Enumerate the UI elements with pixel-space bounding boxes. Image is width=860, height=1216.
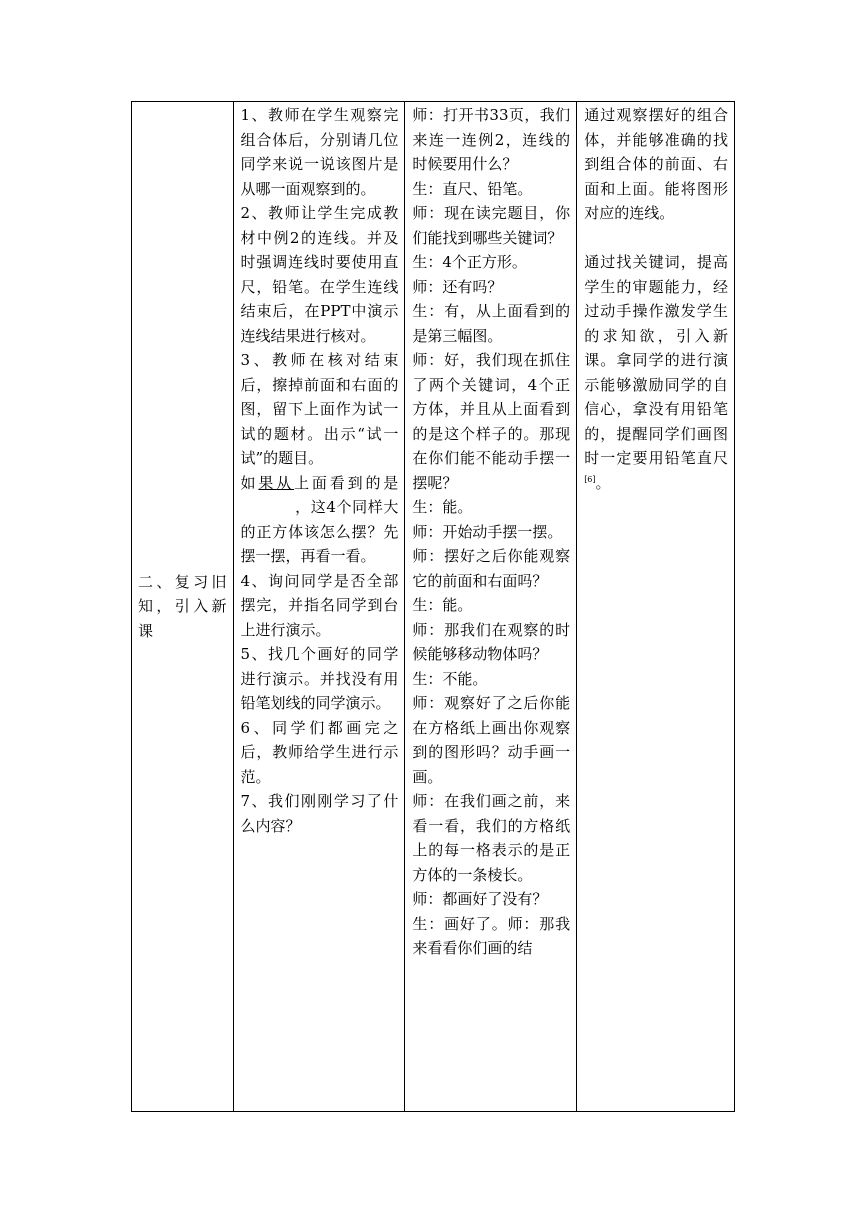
teacher-step-7: 7、我们刚刚学习了什么内容？ [240, 792, 399, 835]
table-row [132, 102, 735, 1112]
teacher-step-1: 1、教师在学生观察完组合体后，分别请几位同学来说一说该图片是从哪一面观察到的。 [240, 106, 399, 198]
dialogue-line: 师：观察好了之后你能在方格纸上画出你观察到的图形吗？动手画一画。 [412, 694, 571, 786]
teacher-activity-cell [233, 102, 405, 1112]
dialogue-line: 师：还有吗？ [412, 277, 503, 296]
paragraph-spacer [584, 226, 728, 251]
question-underlined: 果从 [258, 473, 295, 492]
dialogue-line: 师：摆好之后你能观察它的前面和右面吗？ [412, 547, 571, 590]
stage-label: 二、复习旧知，引入新课 [138, 572, 227, 640]
design-intent-paragraph-2 [584, 250, 728, 495]
teacher-step-3: 3、教师在核对结束后，擦掉前面和右面的图，留下上面作为试一试的题材。出示“试一试”的题目。 [240, 351, 399, 467]
stage-cell [132, 102, 234, 1112]
question-middle: 上面看到的是 [294, 473, 399, 492]
teacher-step-5: 5、找几个画好的同学进行演示。并找没有用铅笔划线的同学演示。 [240, 645, 399, 712]
teacher-step-4: 4、询问同学是否全部摆完，并指名同学到台上进行演示。 [240, 571, 399, 639]
reference-mark: [6] [584, 474, 596, 484]
dialogue-line: 生：直尺、铅笔。 [412, 179, 533, 198]
dialogue-line: 生：不能。 [412, 669, 488, 688]
design-intent-cell [577, 102, 735, 1112]
teacher-step-2: 2、教师让学生完成教材中例2的连线。并及时强调连线时要使用直尺，铅笔。在学生连线结束后，在PPT中演示连线结果进行核对。 [240, 204, 399, 345]
dialogue-line: 生：能。 [412, 596, 473, 614]
dialogue-line: 师：现在读完题目，你们能找到哪些关键词？ [412, 204, 571, 247]
question-prefix: 如 [240, 473, 259, 492]
dialogue-line: 师：都画好了没有？ [412, 890, 548, 908]
design-intent-end: 。 [595, 473, 611, 492]
dialogue-line: 师：在我们画之前，来看一看，我们的方格纸上的每一格表示的是正方体的一条棱长。 [412, 792, 571, 884]
design-intent-paragraph-1: 通过观察摆好的组合体，并能够准确的找到组合体的前面、右面和上面。能将图形对应的连线。 [584, 106, 728, 222]
dialogue-line: 生：画好了。师：那我来看看你们画的结 [412, 914, 571, 957]
design-intent-text: 通过找关键词，提高学生的审题能力，经过动手操作激发学生的求知欲，引入新课。拿同学的进行演示能够激励同学的自信心，拿没有用铅笔的，提醒同学们画图时一定要用铅笔直尺 [584, 253, 728, 467]
dialogue-line: 生：4个正方形。 [412, 253, 527, 271]
lesson-plan-table [131, 101, 735, 1112]
try-question [241, 471, 399, 569]
dialogue-line: 生：能。 [412, 498, 473, 516]
dialogue-line: 生：有，从上面看到的是第三幅图。 [412, 302, 571, 345]
dialogue-line: 师：打开书33页，我们来连一连例2，连线的时候要用什么？ [412, 106, 571, 173]
dialogue-line: 师：那我们在观察的时候能够移动物体吗？ [412, 620, 571, 663]
teacher-step-6: 6、同学们都画完之后，教师给学生进行示范。 [240, 718, 399, 786]
dialogue-cell [405, 102, 577, 1112]
question-suffix: ，这4个同样大的正方体该怎么摆？先摆一摆，再看一看。 [240, 498, 399, 565]
dialogue-line: 师：好，我们现在抓住了两个关键词，4个正方体，并且从上面看到的是这个样子的。那现在你们能不能动手摆一摆呢？ [412, 351, 571, 492]
dialogue-line: 师：开始动手摆一摆。 [412, 522, 563, 541]
